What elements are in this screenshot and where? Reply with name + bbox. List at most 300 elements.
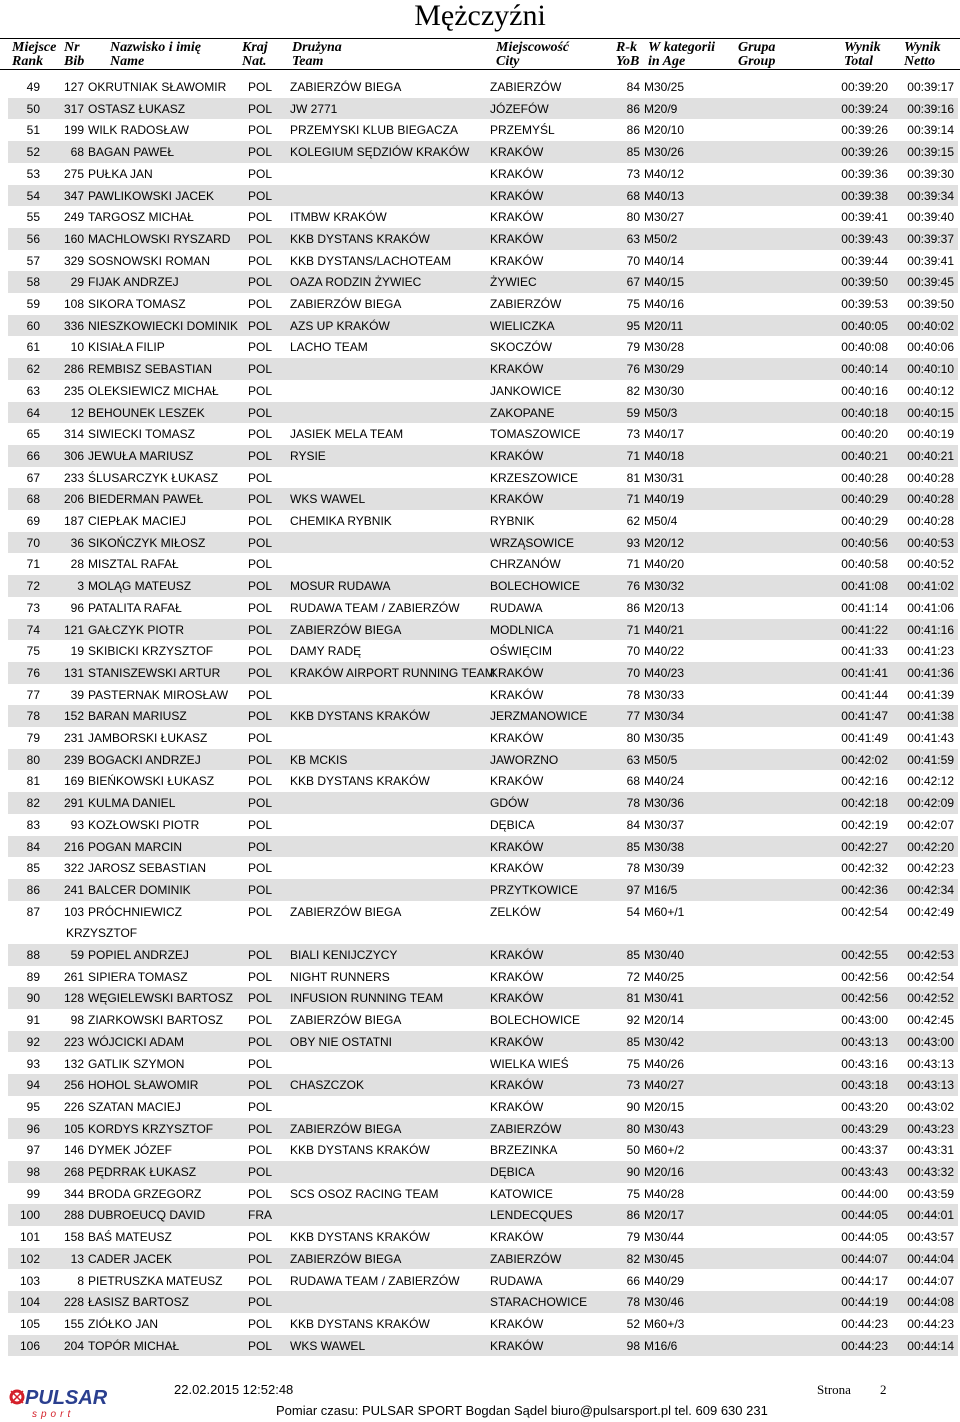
cell-total: 00:44:05 <box>841 1208 888 1223</box>
cell-total: 00:39:36 <box>841 166 888 181</box>
cell-name: BALCER DOMINIK <box>88 882 191 897</box>
table-row <box>8 380 958 402</box>
cell-city: KRAKÓW <box>490 166 544 181</box>
header-cat: W kategorii in Age <box>648 40 716 69</box>
table-row <box>8 727 958 749</box>
table-row <box>8 662 958 684</box>
cell-yob: 84 <box>626 80 640 94</box>
cell-bib: 187 <box>63 514 84 528</box>
cell-team: DAMY RADĘ <box>290 644 362 659</box>
cell-rank: 101 <box>19 1230 40 1245</box>
cell-total: 00:42:16 <box>841 774 888 789</box>
cell-rank: 91 <box>26 1013 40 1028</box>
cell-city: KRAKÓW <box>490 253 544 268</box>
table-row <box>8 445 958 467</box>
table-row <box>8 987 958 1009</box>
cell-name: PAWLIKOWSKI JACEK <box>88 188 215 203</box>
cell-city: RYBNIK <box>490 514 535 528</box>
cell-cat: M30/27 <box>644 210 685 225</box>
cell-name: GAŁCZYK PIOTR <box>88 622 185 637</box>
cell-team: AZS UP KRAKÓW <box>290 318 390 333</box>
cell-cat: M30/29 <box>644 362 685 377</box>
table-row <box>8 315 958 337</box>
table-row <box>8 640 958 662</box>
cell-team: KKB DYSTANS KRAKÓW <box>290 1143 430 1158</box>
table-row <box>8 1313 958 1335</box>
cell-team: ZABIERZÓW BIEGA <box>290 1121 402 1136</box>
cell-total: 00:44:23 <box>841 1316 888 1331</box>
cell-rank: 96 <box>26 1121 40 1136</box>
cell-nat: POL <box>248 622 273 637</box>
cell-rank: 89 <box>26 969 40 984</box>
cell-city: KRAKÓW <box>490 1099 544 1114</box>
cell-nat: POL <box>248 1295 273 1310</box>
cell-yob: 72 <box>626 969 640 984</box>
table-row <box>8 358 958 380</box>
cell-name: BEHOUNEK LESZEK <box>88 405 205 420</box>
cell-name: KISIAŁA FILIP <box>88 340 165 355</box>
cell-team: JW 2771 <box>290 101 338 116</box>
table-row <box>8 271 958 293</box>
cell-name: TARGOSZ MICHAŁ <box>88 210 194 225</box>
cell-netto: 00:42:34 <box>907 882 954 897</box>
cell-name-continued: KRZYSZTOF <box>66 925 138 940</box>
cell-city: WRZĄSOWICE <box>490 535 574 550</box>
cell-name: WILK RADOSŁAW <box>88 123 189 138</box>
cell-netto: 00:44:07 <box>907 1273 954 1288</box>
cell-bib: 8 <box>77 1273 84 1288</box>
cell-nat: POL <box>248 101 273 116</box>
table-row <box>8 1118 958 1140</box>
cell-bib: 256 <box>63 1078 84 1093</box>
cell-netto: 00:44:23 <box>907 1316 954 1331</box>
cell-bib: 344 <box>63 1186 84 1201</box>
cell-cat: M16/6 <box>644 1338 678 1353</box>
table-row <box>8 402 958 424</box>
cell-cat: M40/25 <box>644 969 685 984</box>
cell-netto: 00:40:12 <box>907 383 954 398</box>
cell-nat: POL <box>248 1099 273 1114</box>
cell-nat: POL <box>248 448 273 463</box>
cell-netto: 00:43:32 <box>907 1165 954 1179</box>
cell-rank: 100 <box>19 1208 40 1223</box>
cell-cat: M30/28 <box>644 340 685 355</box>
cell-cat: M60+/1 <box>644 904 685 919</box>
cell-nat: POL <box>248 166 273 181</box>
cell-netto: 00:43:00 <box>907 1034 954 1049</box>
cell-nat: POL <box>248 687 273 702</box>
cell-yob: 71 <box>626 492 640 507</box>
cell-cat: M40/20 <box>644 557 685 572</box>
cell-city: KRAKÓW <box>490 1316 544 1331</box>
cell-cat: M50/4 <box>644 514 678 528</box>
header-name: Nazwisko i imię Name <box>110 40 202 69</box>
cell-total: 00:39:20 <box>841 80 888 94</box>
cell-name: JEWUŁA MARIUSZ <box>88 448 194 463</box>
cell-cat: M50/3 <box>644 405 678 420</box>
cell-team: KKB DYSTANS/LACHOTEAM <box>290 253 452 268</box>
cell-name: BRODA GRZEGORZ <box>88 1186 202 1201</box>
cell-city: LENDECQUES <box>490 1208 573 1223</box>
table-row <box>8 1053 958 1075</box>
cell-name: OSTASZ ŁUKASZ <box>88 101 186 116</box>
cell-bib: 286 <box>63 362 84 377</box>
cell-team: WKS WAWEL <box>290 1338 366 1353</box>
cell-netto: 00:43:13 <box>907 1056 954 1071</box>
cell-total: 00:42:54 <box>841 904 888 919</box>
table-row <box>8 98 958 120</box>
cell-team: KKB DYSTANS KRAKÓW <box>290 774 430 789</box>
cell-bib: 19 <box>70 644 84 659</box>
cell-total: 00:42:36 <box>841 882 888 897</box>
cell-bib: 239 <box>63 752 84 767</box>
cell-bib: 314 <box>63 427 84 442</box>
cell-cat: M30/36 <box>644 796 685 811</box>
cell-rank: 49 <box>26 80 40 94</box>
cell-nat: POL <box>248 1338 273 1353</box>
cell-cat: M30/25 <box>644 80 685 94</box>
cell-netto: 00:39:37 <box>907 231 954 246</box>
cell-bib: 68 <box>70 145 84 160</box>
cell-nat: POL <box>248 1165 273 1179</box>
cell-netto: 00:40:28 <box>907 470 954 485</box>
cell-rank: 55 <box>26 210 40 225</box>
cell-rank: 102 <box>19 1251 40 1266</box>
cell-rank: 93 <box>26 1056 40 1071</box>
cell-nat: POL <box>248 123 273 138</box>
cell-name: JAMBORSKI ŁUKASZ <box>88 731 208 745</box>
cell-rank: 85 <box>26 861 40 876</box>
header-netto: Wynik Netto <box>904 40 941 69</box>
cell-bib: 231 <box>63 731 84 745</box>
cell-cat: M50/5 <box>644 752 678 767</box>
cell-city: KRAKÓW <box>490 1078 544 1093</box>
cell-city: BOLECHOWICE <box>490 579 581 594</box>
table-row <box>8 336 958 358</box>
cell-nat: POL <box>248 948 273 962</box>
cell-nat: POL <box>248 297 273 311</box>
cell-city: KRAKÓW <box>490 839 544 854</box>
cell-rank: 69 <box>26 514 40 528</box>
cell-rank: 87 <box>26 904 40 919</box>
cell-cat: M30/31 <box>644 470 685 485</box>
cell-city: JAWORZNO <box>490 752 559 767</box>
cell-name: NIESZKOWIECKI DOMINIK <box>88 318 239 333</box>
cell-city: KRZESZOWICE <box>490 470 579 485</box>
cell-nat: POL <box>248 188 273 203</box>
cell-rank: 73 <box>26 600 40 615</box>
cell-nat: POL <box>248 427 273 442</box>
cell-cat: M30/41 <box>644 991 685 1006</box>
cell-city: KRAKÓW <box>490 948 544 962</box>
cell-name: SOSNOWSKI ROMAN <box>88 253 211 268</box>
cell-bib: 103 <box>63 904 84 919</box>
cell-total: 00:44:17 <box>841 1273 888 1288</box>
cell-nat: POL <box>248 514 273 528</box>
cell-total: 00:42:32 <box>841 861 888 876</box>
cell-total: 00:40:18 <box>841 405 888 420</box>
cell-netto: 00:39:15 <box>907 145 954 160</box>
cell-city: KRAKÓW <box>490 1034 544 1049</box>
pulsar-sport-logo <box>8 1382 118 1420</box>
cell-name: PUŁKA JAN <box>88 166 153 181</box>
cell-cat: M30/45 <box>644 1251 685 1266</box>
cell-team: CHASZCZOK <box>290 1078 365 1093</box>
cell-city: KRAKÓW <box>490 188 544 203</box>
table-row <box>8 684 958 706</box>
cell-total: 00:43:00 <box>841 1013 888 1028</box>
cell-nat: POL <box>248 579 273 594</box>
cell-nat: POL <box>248 1013 273 1028</box>
header-group: Grupa Group <box>738 40 776 69</box>
cell-yob: 78 <box>626 1295 640 1310</box>
table-row <box>8 228 958 250</box>
cell-rank: 95 <box>26 1099 40 1114</box>
cell-city: ZABIERZÓW <box>490 1121 562 1136</box>
cell-total: 00:44:07 <box>841 1251 888 1266</box>
cell-city: OŚWIĘCIM <box>490 644 552 659</box>
cell-team: ZABIERZÓW BIEGA <box>290 80 402 94</box>
footer-page-number: 2 <box>880 1382 887 1397</box>
cell-yob: 75 <box>626 1056 640 1071</box>
cell-team: KKB DYSTANS KRAKÓW <box>290 1230 430 1245</box>
cell-bib: 291 <box>63 796 84 811</box>
cell-team: CHEMIKA RYBNIK <box>290 514 392 528</box>
cell-nat: POL <box>248 210 273 225</box>
cell-city: TOMASZOWICE <box>490 427 581 442</box>
cell-yob: 71 <box>626 448 640 463</box>
cell-netto: 00:40:15 <box>907 405 954 420</box>
cell-cat: M40/17 <box>644 427 685 442</box>
cell-name: KULMA DANIEL <box>88 796 176 811</box>
cell-bib: 158 <box>63 1230 84 1245</box>
cell-yob: 85 <box>626 839 640 854</box>
cell-yob: 59 <box>626 405 640 420</box>
cell-netto: 00:39:45 <box>907 275 954 290</box>
footer-datetime: 22.02.2015 12:52:48 <box>174 1382 294 1397</box>
cell-nat: POL <box>248 1251 273 1266</box>
cell-yob: 97 <box>626 882 640 897</box>
cell-city: JÓZEFÓW <box>490 101 549 116</box>
footer-timing-credit: Pomiar czasu: PULSAR SPORT Bogdan Sądel biuro@pulsarsport.pl tel. 609 630 231 <box>276 1403 768 1418</box>
table-row <box>8 836 958 858</box>
cell-team: PRZEMYSKI KLUB BIEGACZA <box>290 123 459 138</box>
cell-netto: 00:39:41 <box>907 253 954 268</box>
cell-team: KRAKÓW AIRPORT RUNNING TEAM <box>290 665 495 680</box>
cell-netto: 00:42:53 <box>907 948 954 962</box>
cell-nat: POL <box>248 991 273 1006</box>
cell-total: 00:40:08 <box>841 340 888 355</box>
cell-rank: 98 <box>26 1165 40 1179</box>
cell-netto: 00:42:45 <box>907 1013 954 1028</box>
cell-city: JERZMANOWICE <box>490 709 588 724</box>
cell-city: KRAKÓW <box>490 1338 544 1353</box>
cell-team: KOLEGIUM SĘDZIÓW KRAKÓW <box>290 145 470 160</box>
cell-nat: POL <box>248 1078 273 1093</box>
cell-bib: 108 <box>63 297 84 311</box>
cell-name: MACHLOWSKI RYSZARD <box>88 231 231 246</box>
table-row <box>8 749 958 771</box>
table-row <box>8 141 958 163</box>
cell-netto: 00:39:17 <box>907 80 954 94</box>
cell-netto: 00:43:02 <box>907 1099 954 1114</box>
cell-city: ZABIERZÓW <box>490 80 562 94</box>
cell-cat: M40/21 <box>644 622 685 637</box>
cell-yob: 76 <box>626 362 640 377</box>
cell-yob: 77 <box>626 709 640 724</box>
cell-total: 00:42:02 <box>841 752 888 767</box>
cell-bib: 288 <box>63 1208 84 1223</box>
cell-nat: POL <box>248 275 273 290</box>
cell-nat: POL <box>248 253 273 268</box>
cell-yob: 84 <box>626 817 640 832</box>
cell-bib: 98 <box>70 1013 84 1028</box>
cell-yob: 93 <box>626 535 640 550</box>
cell-name: CIEPŁAK MACIEJ <box>88 514 187 528</box>
cell-netto: 00:44:14 <box>907 1338 954 1353</box>
header-nat: Kraj Nat. <box>242 40 268 69</box>
cell-name: BARAN MARIUSZ <box>88 709 187 724</box>
page-title: Mężczyźni <box>414 0 546 32</box>
cell-netto: 00:39:14 <box>907 123 954 138</box>
cell-rank: 82 <box>26 796 40 811</box>
cell-bib: 317 <box>63 101 84 116</box>
cell-rank: 80 <box>26 752 40 767</box>
cell-yob: 98 <box>626 1338 640 1353</box>
cell-total: 00:42:19 <box>841 817 888 832</box>
cell-netto: 00:44:01 <box>907 1208 954 1223</box>
cell-city: KRAKÓW <box>490 969 544 984</box>
cell-nat: POL <box>248 600 273 615</box>
cell-cat: M50/2 <box>644 231 678 246</box>
cell-bib: 223 <box>63 1034 84 1049</box>
cell-total: 00:42:27 <box>841 839 888 854</box>
cell-total: 00:43:16 <box>841 1056 888 1071</box>
cell-rank: 51 <box>26 123 40 138</box>
cell-nat: POL <box>248 709 273 724</box>
cell-netto: 00:43:59 <box>907 1186 954 1201</box>
cell-cat: M30/42 <box>644 1034 685 1049</box>
cell-rank: 103 <box>19 1273 40 1288</box>
cell-cat: M20/17 <box>644 1208 685 1223</box>
cell-bib: 3 <box>77 579 84 594</box>
cell-netto: 00:39:34 <box>907 188 954 203</box>
cell-yob: 52 <box>626 1316 640 1331</box>
cell-cat: M40/15 <box>644 275 685 290</box>
cell-rank: 74 <box>26 622 40 637</box>
cell-nat: POL <box>248 1056 273 1071</box>
cell-yob: 63 <box>626 752 640 767</box>
cell-nat: POL <box>248 904 273 919</box>
table-row <box>8 1031 958 1053</box>
cell-total: 00:43:29 <box>841 1121 888 1136</box>
cell-cat: M40/26 <box>644 1056 685 1071</box>
cell-netto: 00:41:59 <box>907 752 954 767</box>
cell-city: RUDAWA <box>490 600 543 615</box>
table-row <box>8 119 958 141</box>
cell-netto: 00:43:13 <box>907 1078 954 1093</box>
cell-rank: 76 <box>26 665 40 680</box>
cell-cat: M40/28 <box>644 1186 685 1201</box>
cell-cat: M30/26 <box>644 145 685 160</box>
cell-yob: 66 <box>626 1273 640 1288</box>
table-row <box>8 206 958 228</box>
cell-cat: M20/11 <box>644 318 684 333</box>
cell-city: PRZEMYŚL <box>490 123 555 138</box>
cell-bib: 241 <box>63 882 84 897</box>
cell-city: KRAKÓW <box>490 687 544 702</box>
cell-name: SKIBICKI KRZYSZTOF <box>88 644 214 659</box>
cell-netto: 00:40:10 <box>907 362 954 377</box>
cell-team: OBY NIE OSTATNI <box>290 1034 393 1049</box>
cell-rank: 54 <box>26 188 40 203</box>
cell-cat: M20/16 <box>644 1165 685 1179</box>
cell-total: 00:39:44 <box>841 253 888 268</box>
cell-total: 00:43:37 <box>841 1143 888 1158</box>
table-row <box>8 944 958 966</box>
cell-team: SCS OSOZ RACING TEAM <box>290 1186 439 1201</box>
cell-rank: 83 <box>26 817 40 832</box>
cell-cat: M40/14 <box>644 253 685 268</box>
table-row <box>8 488 958 510</box>
page-footer <box>0 1380 960 1422</box>
cell-yob: 82 <box>626 383 640 398</box>
cell-city: CHRZANÓW <box>490 557 561 572</box>
cell-nat: POL <box>248 318 273 333</box>
table-row <box>8 1074 958 1096</box>
cell-city: RUDAWA <box>490 1273 543 1288</box>
cell-bib: 261 <box>63 969 84 984</box>
cell-name: PATALITA RAFAŁ <box>88 600 182 615</box>
cell-rank: 70 <box>26 535 40 550</box>
cell-city: ŻYWIEC <box>490 275 537 290</box>
cell-city: KRAKÓW <box>490 774 544 789</box>
cell-yob: 86 <box>626 1208 640 1223</box>
cell-cat: M30/46 <box>644 1295 685 1310</box>
cell-yob: 71 <box>626 622 640 637</box>
cell-nat: POL <box>248 492 273 507</box>
cell-city: KRAKÓW <box>490 731 544 745</box>
cell-bib: 249 <box>63 210 84 225</box>
cell-total: 00:39:24 <box>841 101 888 116</box>
cell-total: 00:39:50 <box>841 275 888 290</box>
cell-yob: 90 <box>626 1099 640 1114</box>
cell-netto: 00:42:20 <box>907 839 954 854</box>
cell-city: WIELICZKA <box>490 318 555 333</box>
cell-yob: 73 <box>626 427 640 442</box>
table-row <box>8 467 958 489</box>
cell-cat: M30/35 <box>644 731 685 745</box>
cell-cat: M40/22 <box>644 644 685 659</box>
cell-team: RYSIE <box>290 448 326 463</box>
cell-yob: 81 <box>626 470 640 485</box>
table-row <box>8 901 958 944</box>
cell-total: 00:43:20 <box>841 1099 888 1114</box>
cell-yob: 73 <box>626 1078 640 1093</box>
cell-yob: 70 <box>626 665 640 680</box>
cell-nat: POL <box>248 1230 273 1245</box>
cell-nat: POL <box>248 1316 273 1331</box>
cell-team: ZABIERZÓW BIEGA <box>290 1251 402 1266</box>
cell-total: 00:40:20 <box>841 427 888 442</box>
cell-rank: 92 <box>26 1034 40 1049</box>
cell-netto: 00:43:23 <box>907 1121 954 1136</box>
cell-team: JASIEK MELA TEAM <box>290 427 404 442</box>
cell-total: 00:43:18 <box>841 1078 888 1093</box>
cell-name: CADER JACEK <box>88 1251 173 1266</box>
cell-cat: M16/5 <box>644 882 678 897</box>
cell-name: SIKORA TOMASZ <box>88 297 186 311</box>
